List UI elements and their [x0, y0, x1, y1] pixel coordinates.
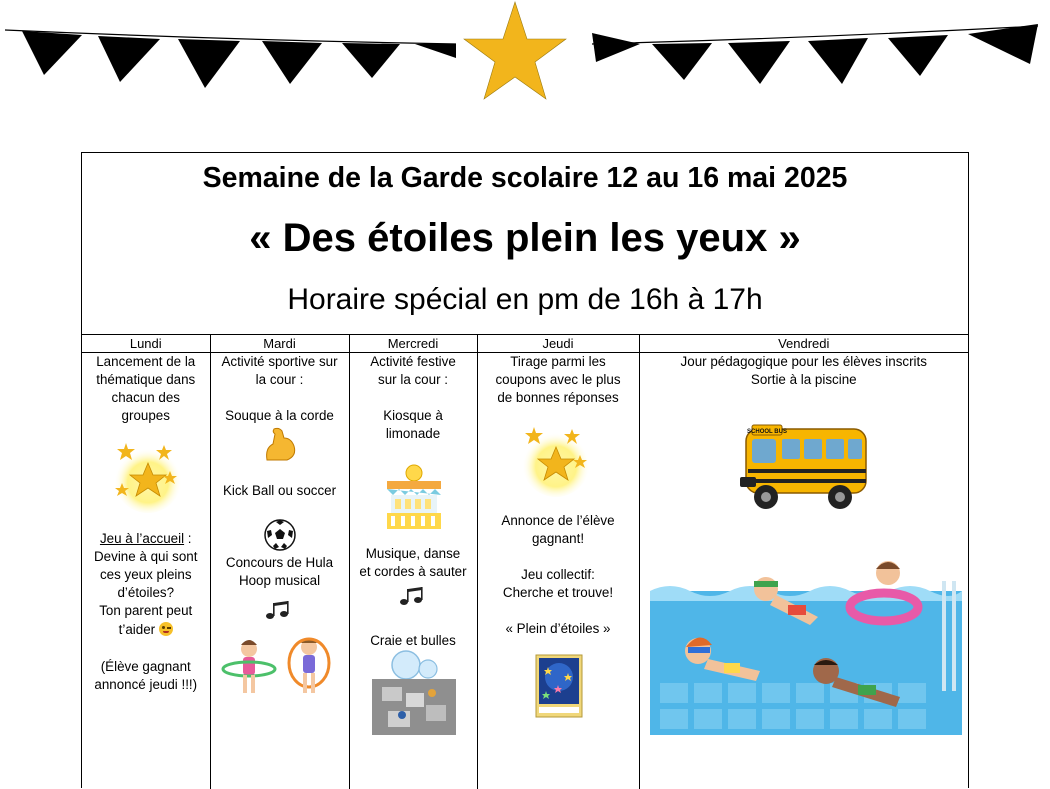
- mardi-activity-1: Souque à la corde: [211, 407, 349, 425]
- lundi-game-line-5: Ton parent peut: [82, 602, 210, 620]
- day-header-jeudi: Jeudi: [477, 335, 639, 353]
- lundi-line-3: chacun des: [82, 389, 210, 407]
- mercredi-line-1: Activité festive: [350, 353, 477, 371]
- bunting-decoration: [0, 0, 1050, 110]
- jeudi-plein-etoiles: « Plein d’étoiles »: [478, 620, 639, 638]
- lundi-line-1: Lancement de la: [82, 353, 210, 371]
- jeudi-announce-line-2: gagnant!: [478, 530, 639, 548]
- vendredi-line-1: Jour pédagogique pour les élèves inscrits: [640, 353, 969, 371]
- jeudi-line-1: Tirage parmi les: [478, 353, 639, 371]
- cell-mardi: [210, 353, 349, 789]
- music-notes-icon: [398, 585, 430, 607]
- lemonade-stand-icon: [383, 463, 445, 533]
- day-header-mardi: Mardi: [210, 335, 349, 353]
- schedule-header: [82, 153, 968, 334]
- star-icon: [464, 2, 566, 99]
- lundi-game-line-1: [82, 530, 210, 548]
- lundi-game-line-2: Devine à qui sont: [82, 548, 210, 566]
- cell-lundi: [82, 353, 210, 789]
- activities-row: [82, 353, 968, 789]
- mardi-line-1: Activité sportive sur: [211, 353, 349, 371]
- jeudi-game-line-2: Cherche et trouve!: [478, 584, 639, 602]
- glowing-stars-icon: [108, 433, 184, 513]
- cell-mercredi: [349, 353, 477, 789]
- music-notes-icon: [264, 599, 296, 621]
- lundi-game-line-6: [82, 621, 210, 639]
- chalk-and-bubbles-icon: [372, 649, 456, 737]
- soccer-ball-icon: [264, 519, 296, 551]
- mardi-activity-3-line-1: Concours de Hula: [211, 554, 349, 572]
- lundi-winner-line-1: (Élève gagnant: [82, 658, 210, 676]
- lundi-game-line-3: ces yeux pleins: [82, 566, 210, 584]
- cell-vendredi: [639, 353, 968, 789]
- game-label: Jeu à l’accueil: [100, 531, 184, 546]
- mercredi-music-line-2: et cordes à sauter: [350, 563, 477, 581]
- week-title: Semaine de la Garde scolaire 12 au 16 mai 2025: [82, 162, 968, 195]
- lundi-game-line-6-text: t’aider: [119, 622, 155, 637]
- lundi-line-4: groupes: [82, 407, 210, 425]
- swimming-pool-kids-icon: [650, 551, 962, 735]
- cell-jeudi: [477, 353, 639, 789]
- mercredi-line-2: sur la cour :: [350, 371, 477, 389]
- theme-title: « Des étoiles plein les yeux »: [82, 216, 968, 261]
- bunting-left: [5, 30, 456, 88]
- weekly-schedule: [81, 152, 969, 788]
- lundi-winner-line-2: annoncé jeudi !!!): [82, 676, 210, 694]
- jeudi-game-line-1: Jeu collectif:: [478, 566, 639, 584]
- mardi-line-2: la cour :: [211, 371, 349, 389]
- jeudi-line-3: de bonnes réponses: [478, 389, 639, 407]
- mercredi-chalk-line: Craie et bulles: [350, 632, 477, 650]
- mercredi-kiosk-line-1: Kiosque à: [350, 407, 477, 425]
- glowing-stars-icon: [518, 417, 594, 497]
- hula-hoop-kids-icon: [219, 633, 339, 701]
- bus-sign: SCHOOL BUS: [747, 429, 787, 435]
- jeudi-line-2: coupons avec le plus: [478, 371, 639, 389]
- jeudi-announce-line-1: Annonce de l’élève: [478, 512, 639, 530]
- mardi-activity-2: Kick Ball ou soccer: [211, 482, 349, 500]
- mercredi-music-line-1: Musique, danse: [350, 545, 477, 563]
- bunting-right: [592, 24, 1038, 84]
- day-header-lundi: Lundi: [82, 335, 210, 353]
- day-header-mercredi: Mercredi: [349, 335, 477, 353]
- lundi-game-line-4: d’étoiles?: [82, 584, 210, 602]
- lundi-line-2: thématique dans: [82, 371, 210, 389]
- schedule-table: [82, 334, 968, 789]
- vendredi-line-2: Sortie à la piscine: [640, 371, 969, 389]
- mercredi-kiosk-line-2: limonade: [350, 425, 477, 443]
- star-book-icon: [534, 653, 584, 719]
- schedule-hours: Horaire spécial en pm de 16h à 17h: [82, 283, 968, 317]
- wink-emoji-icon: [159, 622, 173, 636]
- game-colon: :: [184, 531, 191, 546]
- day-header-row: [82, 335, 968, 353]
- mardi-activity-3-line-2: Hoop musical: [211, 572, 349, 590]
- school-bus-icon: [738, 421, 872, 515]
- day-header-vendredi: Vendredi: [639, 335, 968, 353]
- flexed-biceps-icon: [261, 426, 299, 464]
